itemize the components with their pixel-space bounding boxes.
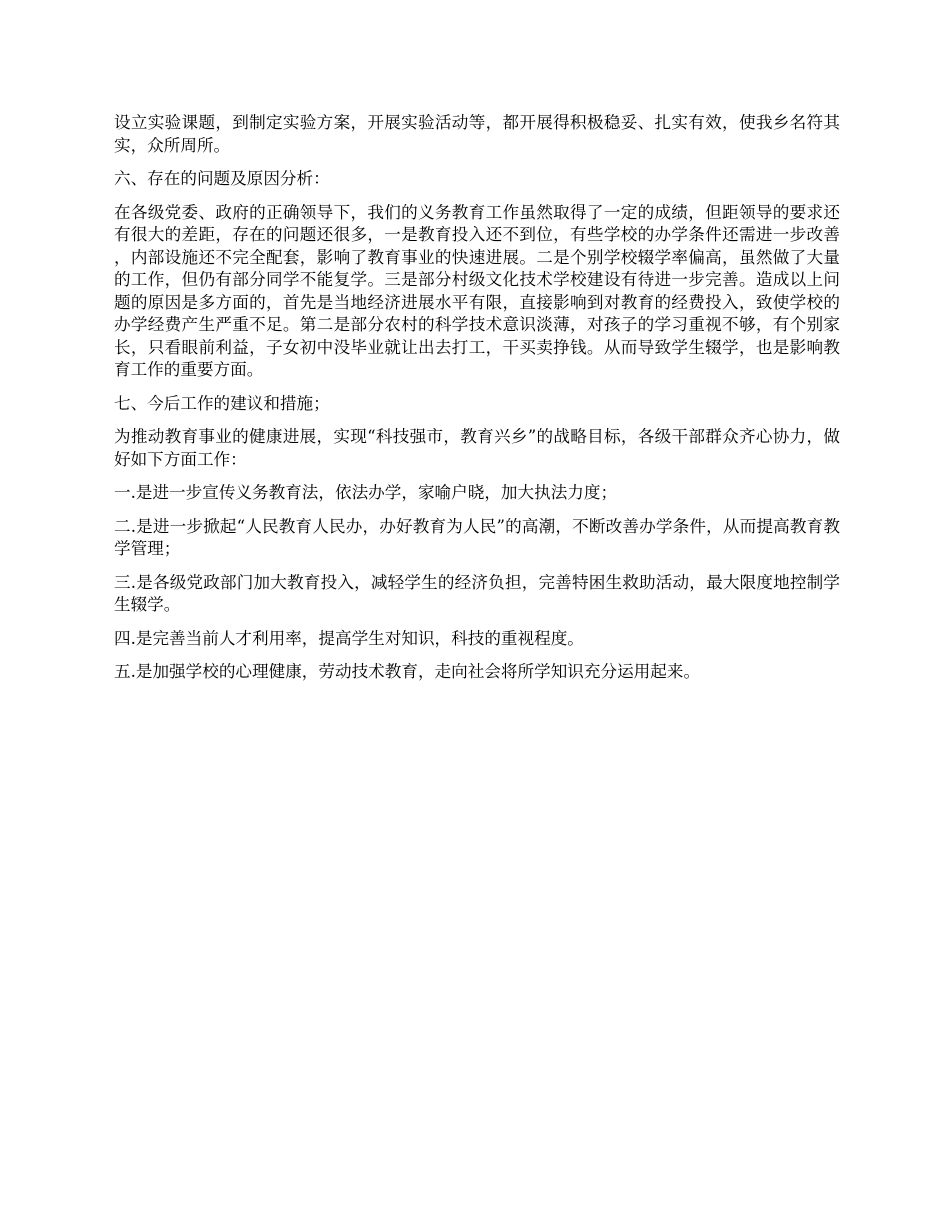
section-heading-problems: 六、存在的问题及原因分析：	[114, 169, 330, 188]
list-item-measure-2: 二.是进一步掀起“人民教育人民办，办好教育为人民”的高潮，不断改善办学条件，从而提高教育教学管理；	[114, 516, 840, 558]
paragraph-suggestions-intro: 为推动教育事业的健康进展，实现“科技强市，教育兴乡”的战略目标，各级干部群众齐心协力，做好如下方面工作：	[114, 427, 840, 469]
list-item-measure-4: 四.是完善当前人才利用率，提高学生对知识，科技的重视程度。	[114, 628, 584, 648]
section-heading-suggestions: 七、今后工作的建议和措施；	[114, 393, 330, 413]
paragraph-intro-continuation: 设立实验课题，到制定实验方案，开展实验活动等，都开展得积极稳妥、扎实有效，使我乡名符其实，众所周所。	[114, 113, 840, 155]
paragraph-problems-analysis: 在各级党委、政府的正确领导下，我们的义务教育工作虽然取得了一定的成绩，但距领导的要求还有很大的差距，存在的问题还很多，一是教育投入还不到位，有些学校的办学条件还需进一步改善，内部设施还不完全配套，影响了教育事业的快速进展。二是个别学校辍学率偏高，虽然做了大量的工作，但仍有部分同学不能复学。三是部分村级文化技术学校建设有待进一步完善。造成以上问题的原因是多方面的，首先是当地经济进展水平有限，直接影响到对教育的经费投入，致使学校的办学经费产生严重不足。第二是部分农村的科学技术意识淡薄，对孩子的学习重视不够，有个别家长，只看眼前利益，子女初中没毕业就让出去打工，干买卖挣钱。从而导致学生辍学，也是影响教育工作的重要方面。	[114, 202, 840, 379]
list-item-measure-3: 三.是各级党政部门加大教育投入，减轻学生的经济负担，完善特困生救助活动，最大限度地控制学生辍学。	[114, 572, 840, 614]
document-body	[114, 112, 840, 695]
list-item-measure-1: 一.是进一步宣传义务教育法，依法办学，家喻户晓，加大执法力度；	[114, 483, 618, 502]
list-item-measure-5: 五.是加强学校的心理健康，劳动技术教育，走向社会将所学知识充分运用起来。	[114, 662, 701, 681]
